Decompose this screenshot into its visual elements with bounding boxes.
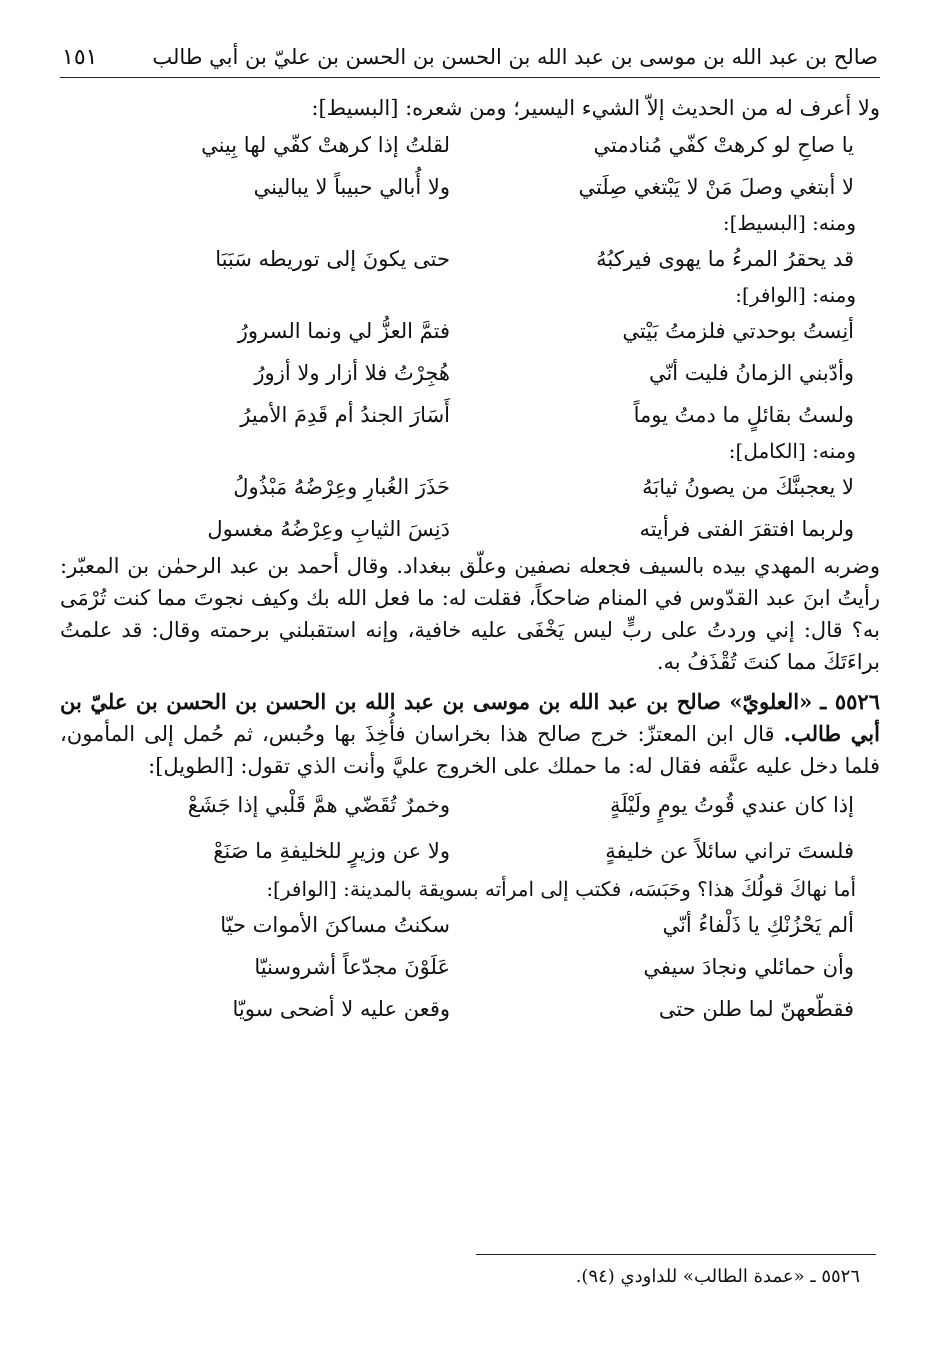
verse <box>60 238 880 280</box>
entry-title: «العلويّ» صالح بن عبد الله بن موسى بن عبد الله بن الحسن بن الحسن بن عليّ بن أبي طالب. <box>60 689 880 746</box>
meter-label: ومنه: [الكامل]: <box>728 439 856 463</box>
hemistich-first: ولربما افتقرَ الفتى فرأيته <box>639 517 854 541</box>
hemistich-first: فلستَ تراني سائلاً عن خليفةٍ <box>605 839 854 863</box>
narrative-paragraph: وضربه المهدي بيده بالسيف فجعله نصفين وعلّق ببغداد. وقال أحمد بن عبد الرحمٰن بن المعبّر: رأيتُ ابنَ عبد القدّوس في المنام ضاحكاً، فقلت له: ما فعل الله بك وكيف نجوتَ مما كنت تُرْمَى به؟ قال: إني وردتُ على ربٍّ ليس يَخْفَى عليه خافية، وإنه استقبلني برحمته وقال: قد علمتُ براءَتَكَ مما كنتَ تُقْذَفُ به. <box>60 554 880 674</box>
verse <box>60 394 880 436</box>
hemistich-second: ولا عن وزيرٍ للخليفةِ ما صَنَعْ <box>213 839 450 863</box>
hemistich-first: أنِستُ بوحدتي فلزمتُ بَيْتي <box>622 319 854 343</box>
hemistich-second: وخمرٌ تُقَضّي همَّ قَلْبي إذا جَشَعْ <box>187 793 450 817</box>
page <box>60 40 880 1030</box>
verse <box>60 782 880 828</box>
poem-4 <box>60 466 880 550</box>
hemistich-first: قد يحقرُ المرءُ ما يهوى فيركبُهُ <box>596 247 854 271</box>
verse <box>60 508 880 550</box>
intro-line: ولا أعرف له من الحديث إلاّ الشيء اليسير؛ ومن شعره: [البسيط]: <box>311 96 880 120</box>
hemistich-second: عَلَوْنَ مجدّعاً أشروسنيّا <box>254 955 450 979</box>
poem-3 <box>60 310 880 436</box>
hemistich-second: سكنتُ مساكنَ الأموات حيّا <box>220 913 450 937</box>
hemistich-second: لقلتُ إذا كرهتْ كفّي لها بِيني <box>201 133 450 157</box>
hemistich-first: ولستُ بقائلٍ ما دمتُ يوماً <box>633 403 854 427</box>
hemistich-first: لا أبتغي وصلَ مَنْ لا يَبْتغي صِلَتي <box>578 175 854 199</box>
running-header <box>60 40 880 78</box>
footnote: ٥٥٢٦ ـ «عمدة الطالب» للداودي (٩٤). <box>575 1266 860 1287</box>
hemistich-first: وأن حمائلي ونجادَ سيفي <box>643 955 854 979</box>
hemistich-first: فقطّعهنّ لما طلن حتى <box>658 997 854 1021</box>
hemistich-second: ولا أُبالي حبيباً لا يباليني <box>253 175 450 199</box>
hemistich-first: وأدّبني الزمانُ فليت أنّي <box>648 361 854 385</box>
verse <box>60 946 880 988</box>
verse <box>60 124 880 166</box>
verse <box>60 310 880 352</box>
hemistich-second: دَنِسَ الثيابِ وعِرْضُهُ مغسول <box>207 517 450 541</box>
verse <box>60 828 880 874</box>
hemistich-first: إذا كان عندي قُوتُ يومٍ ولَيْلَةٍ <box>610 793 854 817</box>
verse <box>60 466 880 508</box>
poem-2 <box>60 238 880 280</box>
hemistich-second: فتمَّ العزُّ لي ونما السرورُ <box>237 319 450 343</box>
continuation-line: أما نهاكَ قولُكَ هذا؟ وحَبَسَه، فكتب إلى امرأته بسويقة بالمدينة: [الوافر]: <box>266 877 856 901</box>
biography-entry <box>60 686 880 782</box>
verse <box>60 904 880 946</box>
entry-number: ٥٥٢٦ ـ <box>820 689 880 714</box>
page-number: ١٥١ <box>62 45 98 70</box>
verse <box>60 988 880 1030</box>
meter-label: ومنه: [الوافر]: <box>735 283 856 307</box>
hemistich-second: حَذَرَ الغُبارِ وعِرْضُهُ مَبْذُولُ <box>233 475 450 499</box>
hemistich-first: لا يعجبنَّكَ من يصونُ ثيابَهُ <box>642 475 854 499</box>
hemistich-second: وقعن عليه لا أضحى سويّا <box>232 997 450 1021</box>
hemistich-first: ألم يَحْزُنْكِ يا ذَلْفاءُ أنّي <box>662 913 854 937</box>
hemistich-second: حتى يكونَ إلى توريطه سَبَبَا <box>215 247 450 271</box>
hemistich-first: يا صاحِ لو كرهتْ كفّي مُنادمتي <box>593 133 854 157</box>
hemistich-second: هُجِرْتُ فلا أزار ولا أزورُ <box>254 361 450 385</box>
entry-poem <box>60 782 880 874</box>
running-title: صالح بن عبد الله بن موسى بن عبد الله بن الحسن بن الحسن بن عليّ بن أبي طالب <box>152 45 878 69</box>
poem-1 <box>60 124 880 208</box>
verse <box>60 352 880 394</box>
entry-body: قال ابن المعتزّ: خرج صالح هذا بخراسان فأُخِذَ بها وحُبس، ثم حُمل إلى المأمون، فلما دخل عليه عنَّفه فقال له: ما حملك على الخروج عليَّ وأنت الذي تقول: [الطويل]: <box>60 722 880 778</box>
final-poem <box>60 904 880 1030</box>
footnote-divider <box>476 1254 876 1255</box>
meter-label: ومنه: [البسيط]: <box>722 211 856 235</box>
hemistich-second: أَسَارَ الجندُ أم قَدِمَ الأميرُ <box>240 403 450 427</box>
verse <box>60 166 880 208</box>
